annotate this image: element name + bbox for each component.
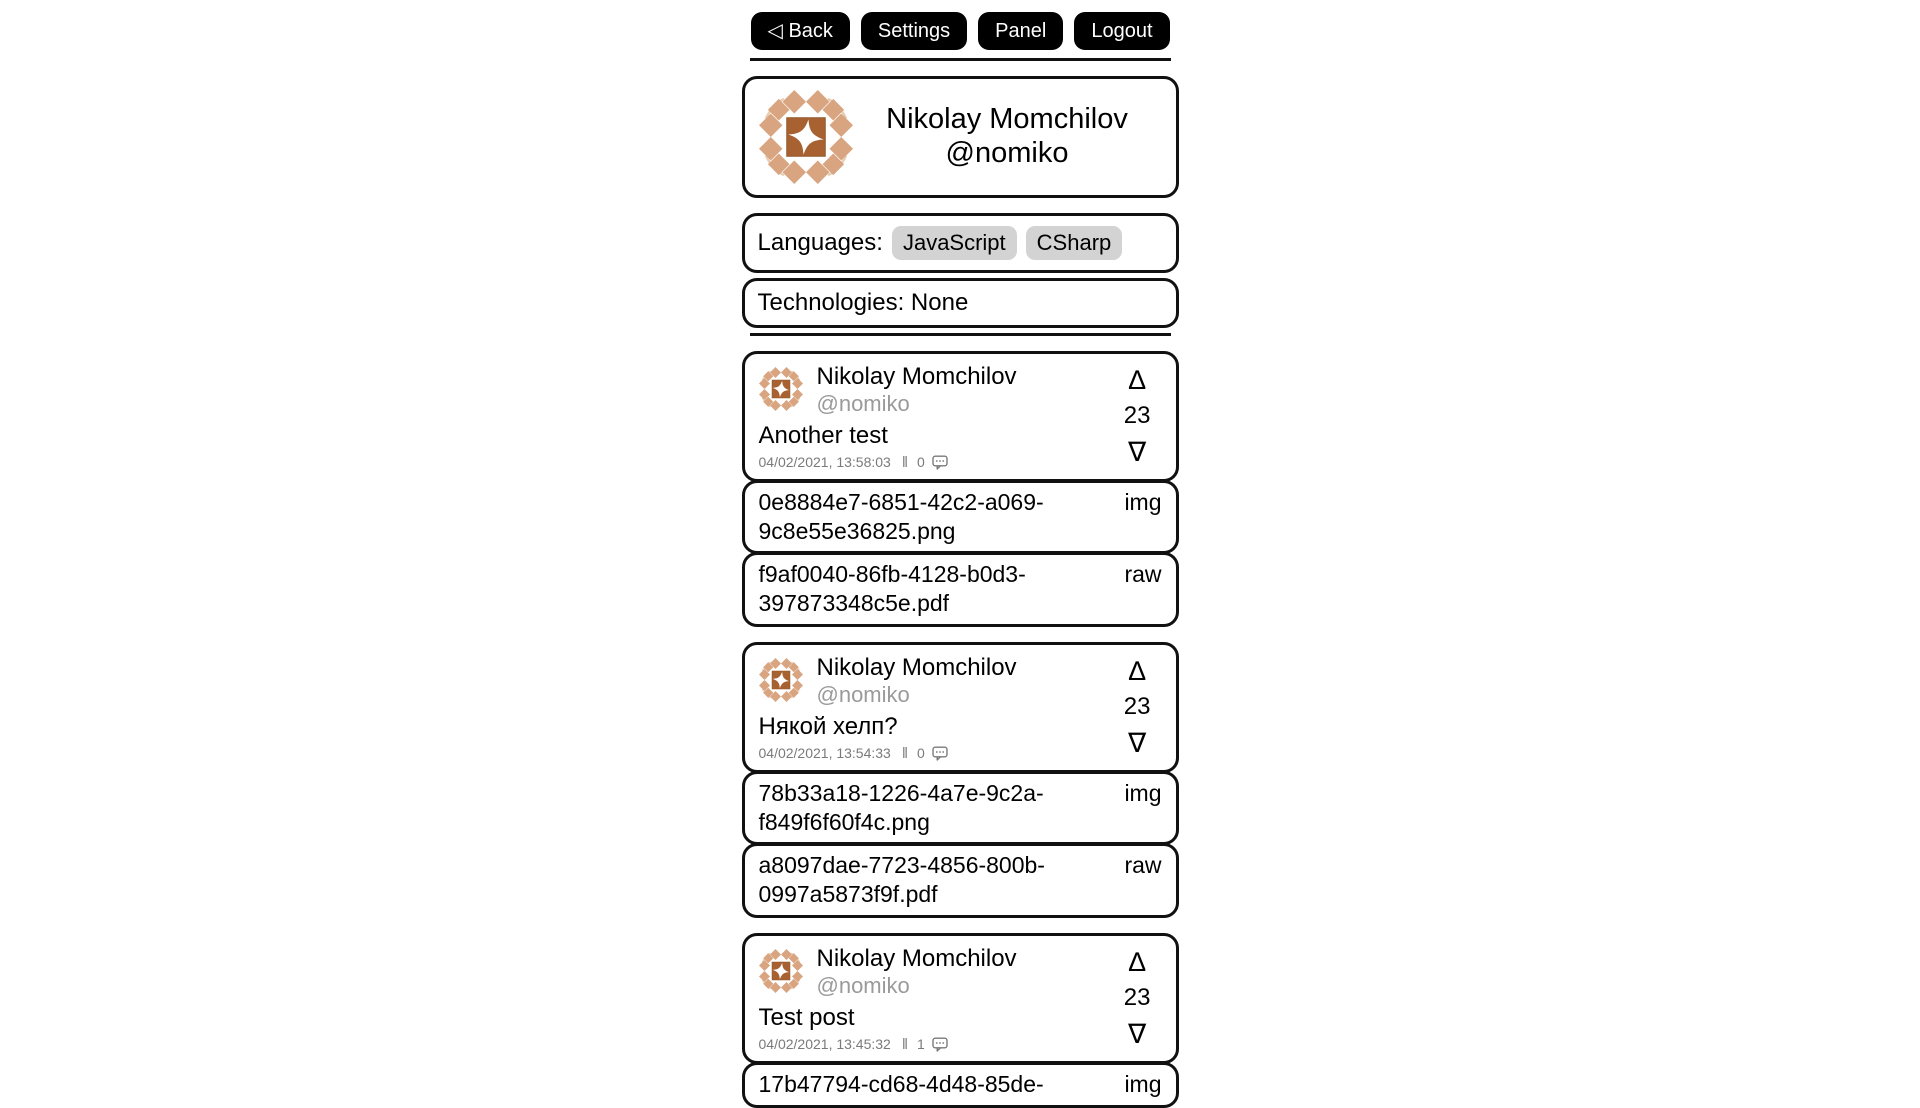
attachment-row[interactable] bbox=[742, 480, 1179, 555]
post-author: Nikolay Momchilov bbox=[816, 653, 1017, 681]
attachment-filename: 78b33a18-1226-4a7e-9c2a-f849f6f60f4c.png bbox=[758, 779, 1044, 835]
vote-column bbox=[1123, 655, 1151, 758]
attachment-row[interactable] bbox=[742, 771, 1179, 846]
post-meta bbox=[759, 1036, 1162, 1053]
top-nav bbox=[742, 0, 1179, 50]
post-handle: @nomiko bbox=[816, 390, 910, 416]
vote-count: 23 bbox=[1123, 693, 1151, 721]
attachment-type-badge: img bbox=[1124, 779, 1162, 806]
comment-icon bbox=[932, 746, 948, 761]
post-title: Another test bbox=[758, 421, 888, 449]
post-header[interactable] bbox=[742, 351, 1179, 482]
profile-names bbox=[853, 103, 1162, 170]
post-author-row bbox=[759, 363, 1162, 416]
post bbox=[742, 933, 1179, 1108]
meta-separator: ‖ bbox=[901, 453, 909, 471]
attachment-type-badge: raw bbox=[1124, 852, 1162, 879]
language-tag-csharp: CSharp bbox=[1026, 226, 1123, 260]
profile-name: Nikolay Momchilov bbox=[886, 103, 1128, 136]
panel-button[interactable]: Panel bbox=[978, 12, 1063, 50]
post-title: Test post bbox=[758, 1003, 855, 1031]
post-title: Някой хелп? bbox=[758, 712, 898, 740]
downvote-button[interactable]: ∇ bbox=[1128, 727, 1147, 758]
post-handle: @nomiko bbox=[816, 972, 910, 998]
post-author-row bbox=[759, 654, 1162, 707]
attachment-row[interactable] bbox=[742, 552, 1179, 627]
post-identicon-icon bbox=[759, 658, 803, 702]
post-timestamp: 04/02/2021, 13:58:03 bbox=[758, 454, 891, 471]
post-header[interactable] bbox=[742, 933, 1179, 1064]
post-author: Nikolay Momchilov bbox=[816, 363, 1017, 390]
comment-count: 0 bbox=[917, 454, 925, 471]
attachment-filename: a8097dae-7723-4856-800b-0997a5873f9f.pdf bbox=[758, 852, 1045, 908]
post-identicon-icon bbox=[759, 367, 803, 411]
attachment-type-badge: raw bbox=[1124, 561, 1162, 588]
upvote-button[interactable]: ∆ bbox=[1128, 946, 1146, 977]
technologies-card bbox=[742, 278, 1179, 328]
attachment-type-badge: img bbox=[1124, 488, 1162, 515]
vote-count: 23 bbox=[1123, 984, 1151, 1012]
post-meta bbox=[759, 454, 1162, 471]
technologies-text: Technologies: None bbox=[757, 289, 969, 316]
language-tag-javascript: JavaScript bbox=[892, 226, 1017, 260]
post bbox=[742, 642, 1179, 918]
post-timestamp: 04/02/2021, 13:54:33 bbox=[758, 745, 891, 762]
attachment-row[interactable] bbox=[742, 1062, 1179, 1108]
languages-label: Languages: bbox=[757, 229, 883, 256]
post-author-row bbox=[759, 945, 1162, 998]
post bbox=[742, 351, 1179, 627]
logout-button[interactable]: Logout bbox=[1074, 12, 1169, 50]
post-header[interactable] bbox=[742, 642, 1179, 773]
profile-identicon-icon bbox=[759, 90, 853, 184]
post-author: Nikolay Momchilov bbox=[816, 944, 1017, 972]
post-handle: @nomiko bbox=[816, 681, 910, 707]
attachment-type-badge: img bbox=[1124, 1070, 1162, 1097]
downvote-button[interactable]: ∇ bbox=[1128, 1018, 1147, 1049]
top-divider bbox=[750, 58, 1171, 61]
attachment-filename: 0e8884e7-6851-42c2-a069-9c8e55e36825.png bbox=[758, 488, 1044, 544]
upvote-button[interactable]: ∆ bbox=[1128, 655, 1146, 686]
comment-count: 1 bbox=[917, 1036, 925, 1053]
meta-separator: ‖ bbox=[901, 1035, 909, 1053]
profile-handle: @nomiko bbox=[945, 137, 1069, 169]
post-meta bbox=[759, 745, 1162, 762]
post-identicon-icon bbox=[759, 949, 803, 993]
profile-page bbox=[742, 0, 1179, 1108]
attachment-filename: f9af0040-86fb-4128-b0d3-397873348c5e.pdf bbox=[758, 561, 1026, 617]
comment-icon bbox=[932, 455, 948, 470]
languages-card bbox=[742, 213, 1179, 273]
attachment-row[interactable] bbox=[742, 843, 1179, 918]
settings-button[interactable]: Settings bbox=[861, 12, 967, 50]
post-timestamp: 04/02/2021, 13:45:32 bbox=[758, 1036, 891, 1053]
downvote-button[interactable]: ∇ bbox=[1128, 436, 1147, 467]
meta-separator: ‖ bbox=[901, 744, 909, 762]
comment-icon bbox=[932, 1037, 948, 1052]
attachment-filename: 17b47794-cd68-4d48-85de- bbox=[758, 1070, 1044, 1097]
comment-count: 0 bbox=[917, 745, 925, 762]
posts-divider bbox=[750, 333, 1171, 336]
vote-count: 23 bbox=[1123, 402, 1151, 430]
back-button[interactable]: ◁ Back bbox=[751, 12, 850, 50]
upvote-button[interactable]: ∆ bbox=[1128, 365, 1146, 395]
vote-column bbox=[1124, 367, 1151, 466]
vote-column bbox=[1123, 946, 1151, 1049]
profile-card bbox=[742, 76, 1179, 198]
